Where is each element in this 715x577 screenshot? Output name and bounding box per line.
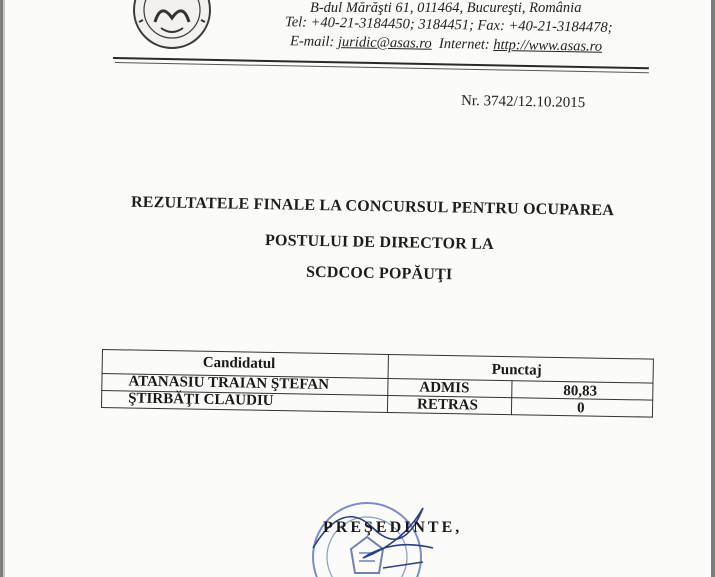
row-1-status: ADMIS [419,379,470,397]
header-candidate: Candidatul [202,354,276,373]
institution-seal-icon [131,0,213,58]
row-2-points: 0 [576,400,585,417]
website-link[interactable]: http://www.asas.ro [493,36,603,55]
signature-role: PREŞEDINTE, [323,519,463,536]
row-2-name: ŞTIRBĂŢI CLAUDIU [128,390,274,410]
internet-label: Internet: [438,35,494,53]
row-1-points: 80,83 [563,383,598,400]
title-line-3: SCDCOC POPĂUŢI [305,263,453,284]
row-2-status: RETRAS [416,396,479,414]
header-address: B-dul Mărăşti 61, 011464, Bucureşti, România [310,0,582,16]
title-line-2: POSTULUI DE DIRECTOR LA [264,232,494,253]
header-score: Punctaj [491,361,542,379]
title-line-1: REZULTATELE FINALE LA CONCURSUL PENTRU OCUPAREA [130,193,615,220]
header-contact [290,33,602,55]
document-page [3,0,711,577]
header-phone: Tel: +40-21-3184450; 3184451; Fax: +40-21-3184478; [284,14,613,36]
email-link[interactable]: juridic@asas.ro [337,34,432,52]
email-label: E-mail: [289,33,339,51]
row-1-name: ATANASIU TRAIAN ŞTEFAN [128,373,330,393]
results-table [101,349,654,435]
reference-number: Nr. 3742/12.10.2015 [460,92,586,112]
